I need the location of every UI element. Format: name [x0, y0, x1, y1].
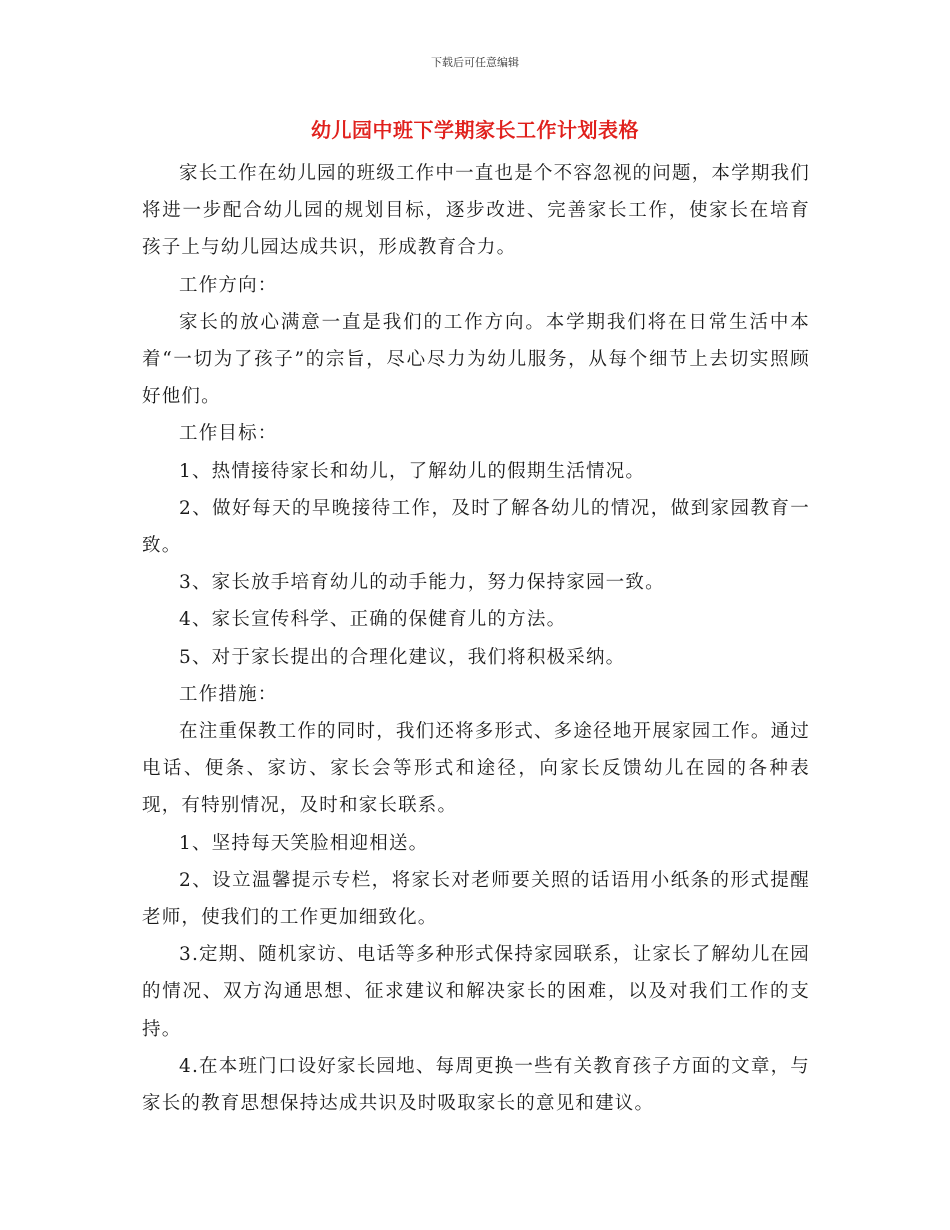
measures-paragraph: 在注重保教工作的同时，我们还将多形式、多途径地开展家园工作。通过电话、便条、家访、家长会等形式和途径，向家长反馈幼儿在园的各种表现，有特别情况，及时和家长联系。 [142, 721, 810, 817]
direction-paragraph: 家长的放心满意一直是我们的工作方向。本学期我们将在日常生活中本着“一切为了孩子”的宗旨，尽心尽力为幼儿服务，从每个细节上去切实照顾好他们。 [142, 311, 810, 408]
measure-item-3: 3.定期、随机家访、电话等多种形式保持家园联系，让家长了解幼儿在园的情况、双方沟通思想、征求建议和解决家长的困难，以及对我们工作的支持。 [142, 944, 810, 1040]
intro-paragraph: 家长工作在幼儿园的班级工作中一直也是个不容忽视的问题，本学期我们将进一步配合幼儿园的规划目标，逐步改进、完善家长工作，使家长在培育孩子上与幼儿园达成共识，形成教育合力。 [142, 163, 810, 259]
section-heading-direction: 工作方向： [179, 274, 278, 296]
header-note: 下载后可任意编辑 [431, 56, 519, 69]
measure-item-1: 1、坚持每天笑脸相迎相送。 [179, 832, 429, 854]
section-heading-measures: 工作措施： [179, 683, 278, 705]
goal-item-3: 3、家长放手培育幼儿的动手能力，努力保持家园一致。 [179, 572, 665, 594]
document-body [142, 155, 810, 1122]
goal-item-4: 4、家长宣传科学、正确的保健育儿的方法。 [179, 609, 567, 631]
measure-item-4: 4.在本班门口设好家长园地、每周更换一些有关教育孩子方面的文章，与家长的教育思想保持达成共识及时吸取家长的意见和建议。 [142, 1055, 810, 1115]
goal-item-1: 1、热情接待家长和幼儿，了解幼儿的假期生活情况。 [179, 460, 646, 482]
document-title: 幼儿园中班下学期家长工作计划表格 [311, 118, 639, 142]
measure-item-2: 2、设立温馨提示专栏，将家长对老师要关照的话语用小纸条的形式提醒老师，使我们的工作更加细致化。 [142, 869, 810, 929]
goal-item-5: 5、对于家长提出的合理化建议，我们将积极采纳。 [179, 646, 626, 668]
goal-item-2: 2、做好每天的早晚接待工作，及时了解各幼儿的情况，做到家园教育一致。 [142, 497, 810, 557]
section-heading-goals: 工作目标： [179, 423, 278, 445]
